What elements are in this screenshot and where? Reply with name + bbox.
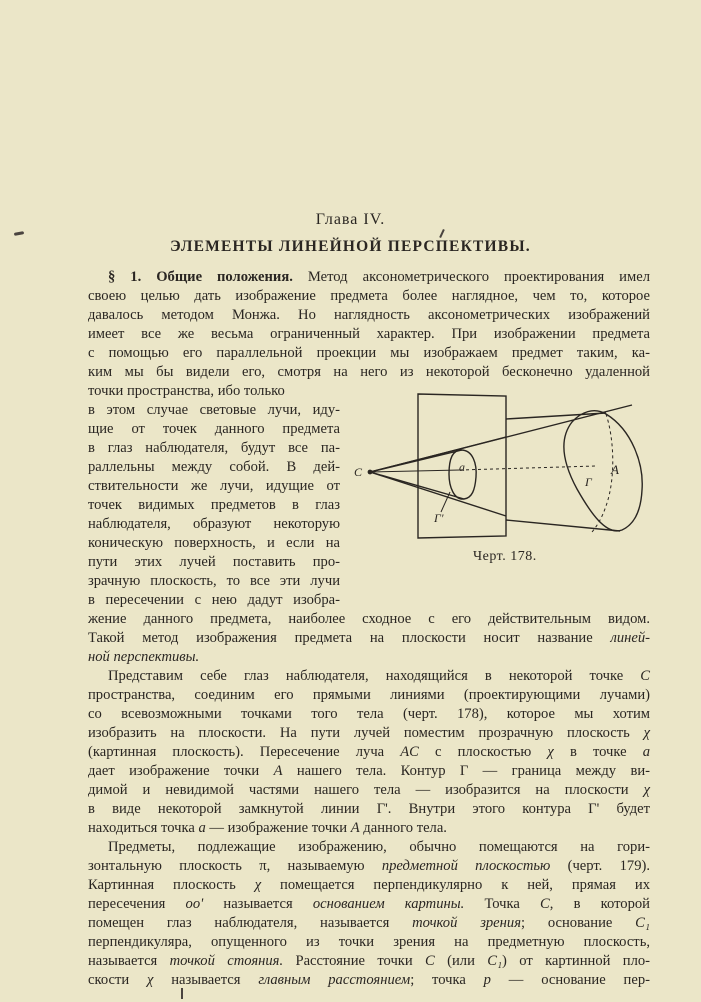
- text-run: с помощью его параллельной проекции мы изображаем предмет таким, ка-: [88, 345, 650, 361]
- text-run: Метод аксонометрического проектирования имел: [292, 269, 650, 285]
- text-run: данного тела.: [359, 820, 447, 836]
- text-line: [88, 629, 650, 647]
- italic-term: χ: [146, 972, 154, 988]
- perspective-diagram: [352, 386, 652, 548]
- text-line: [88, 933, 650, 951]
- italic-term: a: [198, 820, 206, 836]
- italic-term: χ: [643, 782, 650, 798]
- text-run: (картинная плоскость). Пересечение луча: [88, 744, 401, 760]
- text-run: пересечения: [88, 896, 186, 912]
- label-gamma-big: Г: [585, 475, 592, 489]
- text-line: [88, 458, 340, 476]
- text-run: зрачную плоскость, то все эти лучи: [88, 573, 340, 589]
- italic-term: основанием картины.: [312, 896, 465, 912]
- ray-hidden: [460, 466, 596, 470]
- text-line: [88, 876, 650, 894]
- bold-text: § 1. Общие положения.: [108, 269, 293, 285]
- text-line: [88, 515, 340, 533]
- text-run: Представим себе глаз наблюдателя, находящийся в некоторой точке: [108, 668, 641, 684]
- text-line: [88, 496, 340, 514]
- text-run: скости: [88, 972, 147, 988]
- text-line: [88, 686, 650, 704]
- projection-contour: [449, 450, 476, 499]
- text-run: давалось методом Монжа. Но наглядность аксонометрических изображений: [88, 307, 650, 323]
- text-run: — основание пер-: [490, 972, 650, 988]
- text-run: ; основание: [520, 915, 636, 931]
- text-run: имеет все же весьма ограниченный характер. При изображении предмета: [88, 326, 650, 342]
- text-line: [88, 287, 650, 305]
- italic-term: C: [540, 896, 550, 912]
- text-run: зонтальную плоскость π, называемую: [88, 858, 382, 874]
- text-run: щие от точек данного предмета: [88, 421, 340, 437]
- text-line: [88, 914, 650, 932]
- text-line: [88, 724, 650, 742]
- text-line: [88, 857, 650, 875]
- text-run: Такой метод изображения предмета на плоскости носит название: [88, 630, 611, 646]
- text-line: [88, 477, 340, 495]
- text-run: , в которой: [549, 896, 650, 912]
- text-run: ствительности же лучи, идущие от: [88, 478, 340, 494]
- text-line: [88, 648, 650, 666]
- text-run: (черт. 179).: [550, 858, 651, 874]
- text-line: [88, 705, 650, 723]
- italic-term: точкой стояния.: [169, 953, 284, 969]
- ray: [370, 470, 460, 472]
- figure-caption: Черт. 178.: [473, 549, 537, 564]
- text-run: точки пространства, ибо только: [88, 383, 285, 399]
- text-line: [88, 800, 650, 818]
- italic-term: A: [350, 820, 360, 836]
- text-line: [88, 743, 650, 761]
- text-line: [88, 325, 650, 343]
- text-run: Предметы, подлежащие изображению, обычно помещаются на гори-: [108, 839, 650, 855]
- text-run: нашего тела. Контур Г — граница между ви-: [282, 763, 651, 779]
- italic-term: C₁: [487, 953, 503, 969]
- text-line: [88, 306, 650, 324]
- text-run: помещается перпендикулярно к ней, прямая их: [261, 877, 651, 893]
- text-line: [88, 420, 340, 438]
- chapter-heading: Глава IV.: [315, 211, 386, 228]
- text-run: димой и невидимой частями нашего тела — изобразится на плоскости: [88, 782, 644, 798]
- text-run: со всевозможными точками того тела (черт. 178), которое мы хотим: [88, 706, 650, 722]
- text-run: пути этих лучей поставить про-: [88, 554, 340, 570]
- text-run: с плоскостью: [418, 744, 548, 760]
- label-gamma-small: Г': [434, 511, 444, 525]
- italic-term: AC: [400, 744, 419, 760]
- italic-term: предметной плоскостью: [381, 858, 551, 874]
- text-run: коническую поверхность, и если на: [88, 535, 340, 551]
- text-line: [88, 762, 650, 780]
- object-contour: [564, 411, 642, 531]
- text-run: жение данного предмета, наиболее сходное с его действительным видом.: [88, 611, 650, 627]
- text-run: Картинная плоскость: [88, 877, 255, 893]
- ray: [370, 472, 506, 516]
- ink-mark: [181, 988, 183, 999]
- italic-term: точкой зрения: [412, 915, 521, 931]
- italic-term: C: [425, 953, 435, 969]
- text-line: [88, 610, 650, 628]
- italic-term: главным расстоянием: [258, 972, 411, 988]
- text-line: [88, 401, 340, 419]
- ink-speck: [14, 231, 24, 236]
- figure-178: [352, 386, 652, 553]
- text-line: [108, 268, 650, 286]
- text-run: называется: [88, 953, 170, 969]
- text-run: точек видимых предметов в глаз: [88, 497, 340, 513]
- chapter-title: ЭЛЕМЕНТЫ ЛИНЕЙНОЙ ПЕРСПЕКТИВЫ.: [170, 238, 531, 255]
- text-line: [88, 591, 340, 609]
- text-line: [108, 667, 650, 685]
- italic-term: χ: [643, 725, 650, 741]
- text-run: помещен глаз наблюдателя, называется: [88, 915, 413, 931]
- text-run: — изображение точки: [205, 820, 351, 836]
- text-run: наблюдателя, образуют некоторую: [88, 516, 340, 532]
- text-line: [88, 781, 650, 799]
- text-run: в виде некоторой замкнутой линии Г'. Внутри этого контура Г' будет: [88, 801, 650, 817]
- text-line: [88, 344, 650, 362]
- text-run: ким мы бы видели его, смотря на него из некоторой бесконечно удаленной: [88, 364, 650, 380]
- text-run: находиться точка: [88, 820, 199, 836]
- text-run: Расстояние точки: [283, 953, 426, 969]
- text-run: в глаз наблюдателя, будут все па-: [88, 440, 340, 456]
- label-eye: C: [354, 465, 363, 479]
- text-run: раллельны между собой. В дей-: [88, 459, 340, 475]
- text-line: [88, 553, 340, 571]
- text-run: в точке: [553, 744, 643, 760]
- text-line: [88, 819, 650, 837]
- italic-term: χ: [547, 744, 554, 760]
- ink-mark: [439, 229, 445, 238]
- italic-term: p: [483, 972, 491, 988]
- text-run: (или: [434, 953, 488, 969]
- text-run: изобразить на плоскости. На пути лучей поместим прозрачную плоскость: [88, 725, 644, 741]
- text-line: [88, 363, 650, 381]
- text-run: называется: [153, 972, 259, 988]
- italic-term: A: [273, 763, 283, 779]
- text-run: в пересечении с нею дадут изобра-: [88, 592, 340, 608]
- hidden-outline: [592, 414, 613, 532]
- text-run: ) от картинной пло-: [502, 953, 651, 969]
- text-run: в этом случае световые лучи, иду-: [88, 402, 340, 418]
- italic-term: C: [640, 668, 650, 684]
- italic-term: C₁: [635, 915, 650, 931]
- text-run: ; точка: [410, 972, 484, 988]
- text-run: дает изображение точки: [88, 763, 274, 779]
- italic-term: oo': [185, 896, 204, 912]
- text-run: перпендикуляра, опущенного из точки зрения на предметную плоскость,: [88, 934, 650, 950]
- italic-term: a: [642, 744, 651, 760]
- label-a: a: [459, 460, 465, 474]
- text-run: называется: [203, 896, 313, 912]
- eye-point: [368, 470, 373, 475]
- italic-term: линей-: [610, 630, 650, 646]
- text-run: Точка: [464, 896, 541, 912]
- text-line: [88, 895, 650, 913]
- text-line: [88, 971, 650, 989]
- text-line: [88, 382, 340, 400]
- text-line: [88, 952, 650, 970]
- text-run: своею целью дать изображение предмета более наглядное, чем то, которое: [88, 288, 650, 304]
- text-line: [108, 838, 650, 856]
- text-run: пространства, соединим его прямыми линиями (проектирующими лучами): [88, 687, 650, 703]
- label-A: A: [611, 462, 619, 477]
- text-line: [88, 534, 340, 552]
- italic-term: ной перспективы.: [88, 649, 200, 665]
- text-line: [88, 572, 340, 590]
- italic-term: χ: [254, 877, 262, 893]
- text-line: [88, 439, 340, 457]
- ray: [370, 450, 462, 472]
